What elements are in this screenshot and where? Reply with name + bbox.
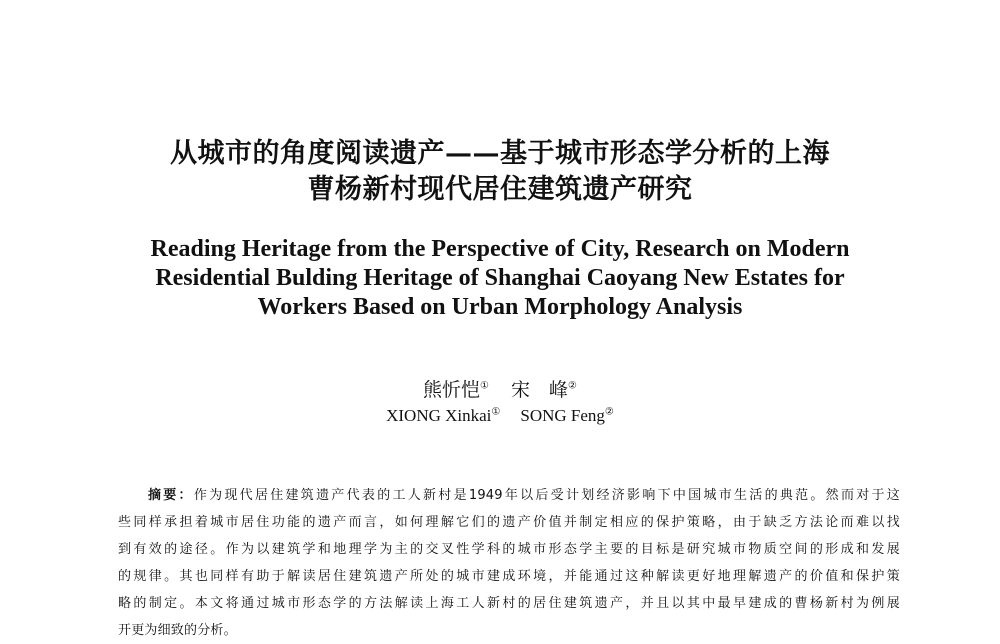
author-en-1	[386, 405, 500, 427]
author-en-1-name: XIONG Xinkai	[386, 406, 492, 425]
chinese-title	[0, 136, 1000, 208]
english-title	[0, 235, 1000, 322]
english-title-line-1: Reading Heritage from the Perspective of City, Research on Modern	[150, 236, 850, 262]
author-en-2-affiliation-mark: ②	[604, 406, 614, 418]
abstract-line-3: 到有效的途径。作为以建筑学和地理学为主的交叉性学科的城市形态学主要的目标是研究城市物质空间的形成和发展	[118, 542, 900, 557]
author-cn-1-name: 熊忻恺	[423, 379, 481, 401]
abstract-line-4: 的规律。其也同样有助于解读居住建筑遗产所处的城市建成环境，并能通过这种解读更好地理解遗产的价值和保护策	[118, 569, 900, 584]
abstract-line-1	[118, 482, 900, 509]
author-cn-2-name: 宋 峰	[511, 379, 569, 401]
english-title-line-2: Residential Bulding Heritage of Shanghai Caoyang New Estates for	[155, 265, 845, 291]
abstract-text-1: 作为现代居住建筑遗产代表的工人新村是1949年以后受计划经济影响下中国城市生活的典范。然而对于这	[193, 488, 900, 503]
author-en-2	[520, 405, 614, 427]
author-en-1-affiliation-mark: ①	[491, 406, 501, 418]
author-cn-1-affiliation-mark: ①	[480, 380, 489, 392]
authors-english	[0, 405, 1000, 427]
chinese-title-line-2: 曹杨新村现代居住建筑遗产研究	[307, 174, 693, 205]
authors-chinese	[0, 378, 1000, 402]
abstract-line-6: 开更为细致的分析。	[118, 623, 237, 638]
abstract-line-2: 些同样承担着城市居住功能的遗产而言，如何理解它们的遗产价值并制定相应的保护策略，由于缺乏方法论而难以找	[118, 515, 900, 530]
author-en-2-name: SONG Feng	[520, 406, 605, 425]
author-cn-2-affiliation-mark: ②	[568, 380, 577, 392]
author-cn-2	[511, 378, 577, 402]
abstract-line-5: 略的制定。本文将通过城市形态学的方法解读上海工人新村的居住建筑遗产，并且以其中最早建成的曹杨新村为例展	[118, 596, 900, 611]
abstract-label: 摘要：	[148, 488, 194, 503]
abstract	[118, 482, 900, 644]
chinese-title-line-1: 从城市的角度阅读遗产——基于城市形态学分析的上海	[170, 138, 830, 169]
author-cn-1	[423, 378, 489, 402]
english-title-line-3: Workers Based on Urban Morphology Analysis	[257, 294, 743, 320]
